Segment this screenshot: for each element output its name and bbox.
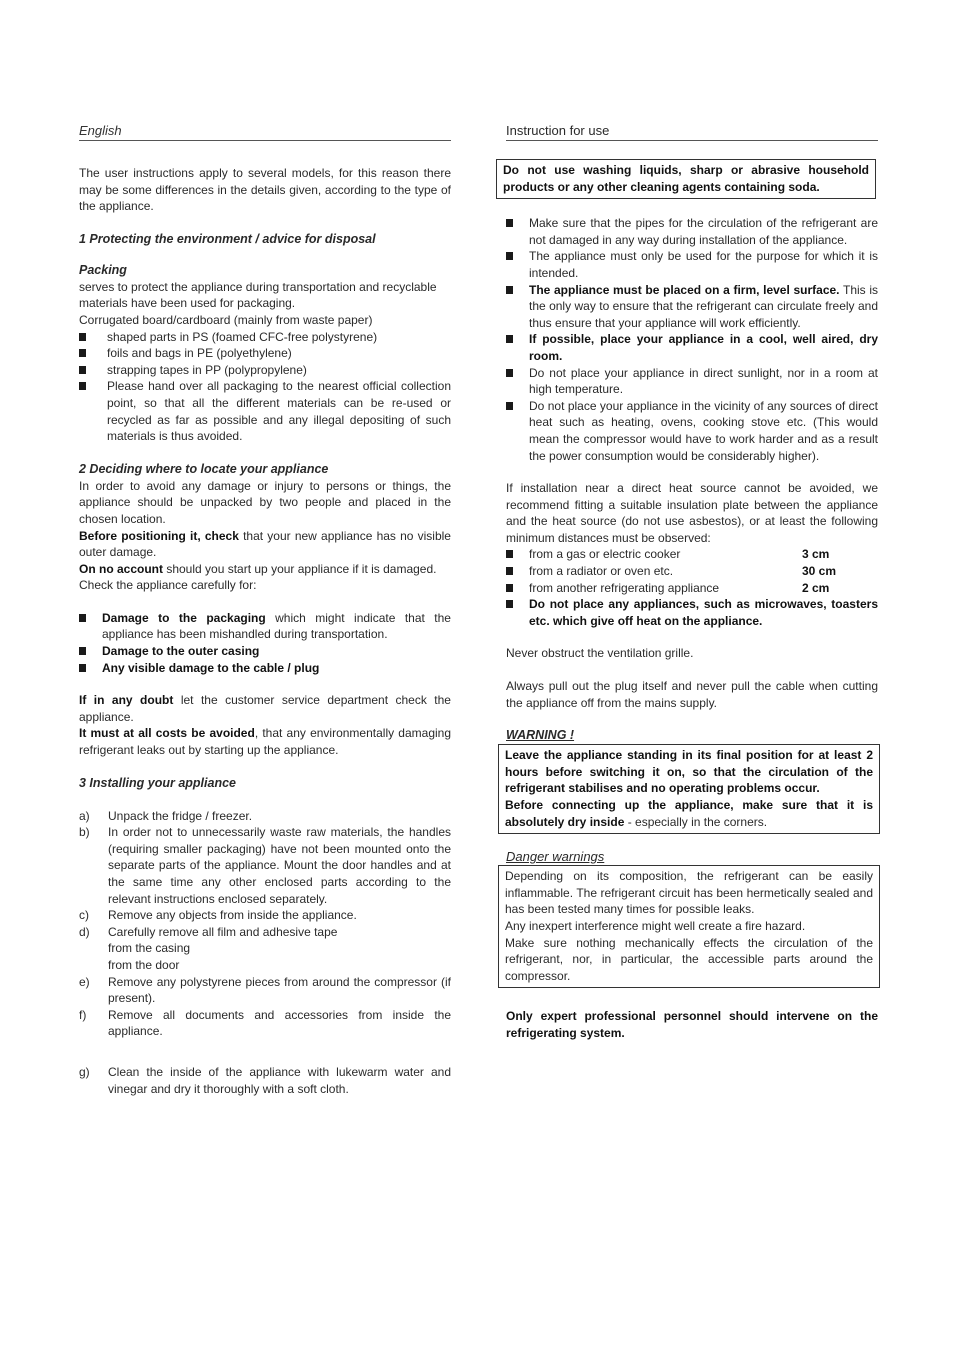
list-item: Do not place your appliance in the vicinity of any sources of direct heat such as heating, ovens, cooking stove etc. (This would mean the compressor would have to work harder and as a result the power consumption would be considerably higher). xyxy=(506,398,878,464)
bullet-icon xyxy=(79,349,86,357)
section-2-p4: Check the appliance carefully for: xyxy=(79,578,257,593)
list-item: strapping tapes in PP (polypropylene) xyxy=(79,362,451,379)
bullet-icon xyxy=(506,369,513,377)
list-item: Damage to the outer casing xyxy=(79,643,451,660)
list-item: Please hand over all packaging to the nearest official collection point, so that all the different materials can be re-used or recycled as far as possible and any illegal depositing of such materials is thus avoided. xyxy=(79,378,451,444)
bullet-icon xyxy=(79,614,86,622)
list-item: foils and bags in PE (polyethylene) xyxy=(79,345,451,362)
list-item: e) Remove any polystyrene pieces from around the compressor (if present). xyxy=(79,974,451,1006)
list-item: from a radiator or oven etc. 30 cm xyxy=(506,563,878,580)
corrugated-text: Corrugated board/cardboard (mainly from waste paper) xyxy=(79,312,373,327)
list-item: Any visible damage to the cable / plug xyxy=(79,660,451,677)
list-item: The appliance must only be used for the purpose for which it is intended. xyxy=(506,248,878,281)
danger-p1: Depending on its composition, the refrigerant can be easily inflammable. The refrigerant circuit has been hermetically sealed and has been tested many times for possible leaks. xyxy=(505,869,873,917)
warning-box xyxy=(498,744,880,834)
bullet-icon xyxy=(79,366,86,374)
list-item: Do not place any appliances, such as microwaves, toasters etc. which give off heat on the appliance. xyxy=(506,596,878,629)
list-item-sub: from the door xyxy=(108,957,180,972)
danger-title: Danger warnings xyxy=(506,849,605,865)
bullet-icon xyxy=(506,252,513,260)
section-3-title: 3 Installing your appliance xyxy=(79,775,236,790)
list-item-sub: from the casing xyxy=(108,941,191,956)
bullet-icon xyxy=(506,567,513,575)
doubt-paragraph: If in any doubt let the customer service department check the appliance. xyxy=(79,693,451,724)
bullet-icon xyxy=(79,647,86,655)
list-item: f) Remove all documents and accessories from inside the appliance. xyxy=(79,1007,451,1039)
left-column xyxy=(79,122,451,1097)
bullet-icon xyxy=(506,402,513,410)
check-list xyxy=(79,610,451,676)
plug-text: Always pull out the plug itself and never pull the cable when cutting the appliance off from the mains supply. xyxy=(506,679,878,710)
warning-p1: Leave the appliance standing in its final position for at least 2 hours before switching it on, so that the circulation of the refrigerant stabilises and no operating problems occur. xyxy=(505,748,873,796)
warning-title: WARNING ! xyxy=(506,728,575,743)
danger-box xyxy=(498,865,880,988)
list-item: a) Unpack the fridge / freezer. xyxy=(79,808,253,823)
ventilation-text: Never obstruct the ventilation grille. xyxy=(506,646,694,661)
packing-title: Packing xyxy=(79,262,127,277)
list-item: Make sure that the pipes for the circulation of the refrigerant are not damaged in any way during installation of the appliance. xyxy=(506,215,878,248)
bullet-icon xyxy=(506,550,513,558)
danger-p2: Any inexpert interference might well create a fire hazard. xyxy=(505,918,806,933)
intro-paragraph: The user instructions apply to several models, for this reason there may be some differences in the details given, according to the type of the appliance. xyxy=(79,166,451,214)
list-item: from a gas or electric cooker 3 cm xyxy=(506,546,878,563)
list-item: from another refrigerating appliance 2 cm xyxy=(506,580,878,597)
bullet-icon xyxy=(79,333,86,341)
packing-text: serves to protect the appliance during transportation and recyclable materials have been used for packaging. xyxy=(79,279,437,311)
section-2-p2: Before positioning it, check that your new appliance has no visible outer damage. xyxy=(79,528,451,560)
bullet-icon xyxy=(506,335,513,343)
bullet-icon xyxy=(506,286,513,294)
bullet-icon xyxy=(506,600,513,608)
section-2-p3: On no account should you start up your appliance if it is damaged. xyxy=(79,561,437,576)
warning-p2: Before connecting up the appliance, make sure that it is absolutely dry inside - especially in the corners. xyxy=(505,798,873,829)
danger-p3: Make sure nothing mechanically effects the circulation of the refrigerant, nor, in particular, the accessible parts around the compressor. xyxy=(505,935,873,983)
page-header-title: Instruction for use xyxy=(506,122,878,141)
distances-list xyxy=(506,546,878,629)
expert-text: Only expert professional personnel should intervene on the refrigerating system. xyxy=(506,1009,878,1040)
list-item: Damage to the packaging which might indicate that the appliance has been mishandled during transportation. xyxy=(79,610,451,643)
list-item: shaped parts in PS (foamed CFC-free polystyrene) xyxy=(79,329,451,346)
right-column xyxy=(503,122,879,1042)
placement-list xyxy=(506,215,878,464)
list-item: d) Carefully remove all film and adhesive tape xyxy=(79,924,338,939)
section-1-title: 1 Protecting the environment / advice for disposal xyxy=(79,231,376,246)
section-2-title: 2 Deciding where to locate your appliance xyxy=(79,461,329,476)
bullet-icon xyxy=(506,584,513,592)
bullet-icon xyxy=(79,382,86,390)
install-text: If installation near a direct heat source cannot be avoided, we recommend fitting a suitable insulation plate between the appliance and the heat source (do not use asbestos), or at least the following minimum distances must be observed: xyxy=(506,481,878,545)
notice-box xyxy=(496,159,876,199)
section-2-p1: In order to avoid any damage or injury to persons or things, the appliance should be unpacked by two people and placed in the chosen location. xyxy=(79,478,451,526)
packing-materials-list xyxy=(79,329,451,445)
bullet-icon xyxy=(79,664,86,672)
list-item: Do not place your appliance in direct sunlight, nor in a room at high temperature. xyxy=(506,365,878,398)
list-item: If possible, place your appliance in a cool, well aired, dry room. xyxy=(506,331,878,364)
list-item: b) In order not to unnecessarily waste raw materials, the handles (requiring smaller packaging) have not been mounted onto the separate parts of the appliance. Mount the door handles and at the same time any other enclosed parts according to the relevant instructions enclosed separately. xyxy=(79,825,451,906)
list-item: c) Remove any objects from inside the appliance. xyxy=(79,908,357,923)
list-item: g) Clean the inside of the appliance with lukewarm water and vinegar and dry it thoroughly with a soft cloth. xyxy=(79,1064,451,1096)
page-header-language: English xyxy=(79,122,451,141)
bullet-icon xyxy=(506,219,513,227)
install-steps xyxy=(79,808,451,1098)
list-item: The appliance must be placed on a firm, level surface. This is the only way to ensure that the refrigerant can circulate freely and thus ensure that your appliance will work efficiently. xyxy=(506,282,878,332)
avoid-paragraph: It must at all costs be avoided, that any environmentally damaging refrigerant leaks out by starting up the appliance. xyxy=(79,726,452,758)
notice-text: Do not use washing liquids, sharp or abrasive household products or any other cleaning agents containing soda. xyxy=(503,163,869,194)
